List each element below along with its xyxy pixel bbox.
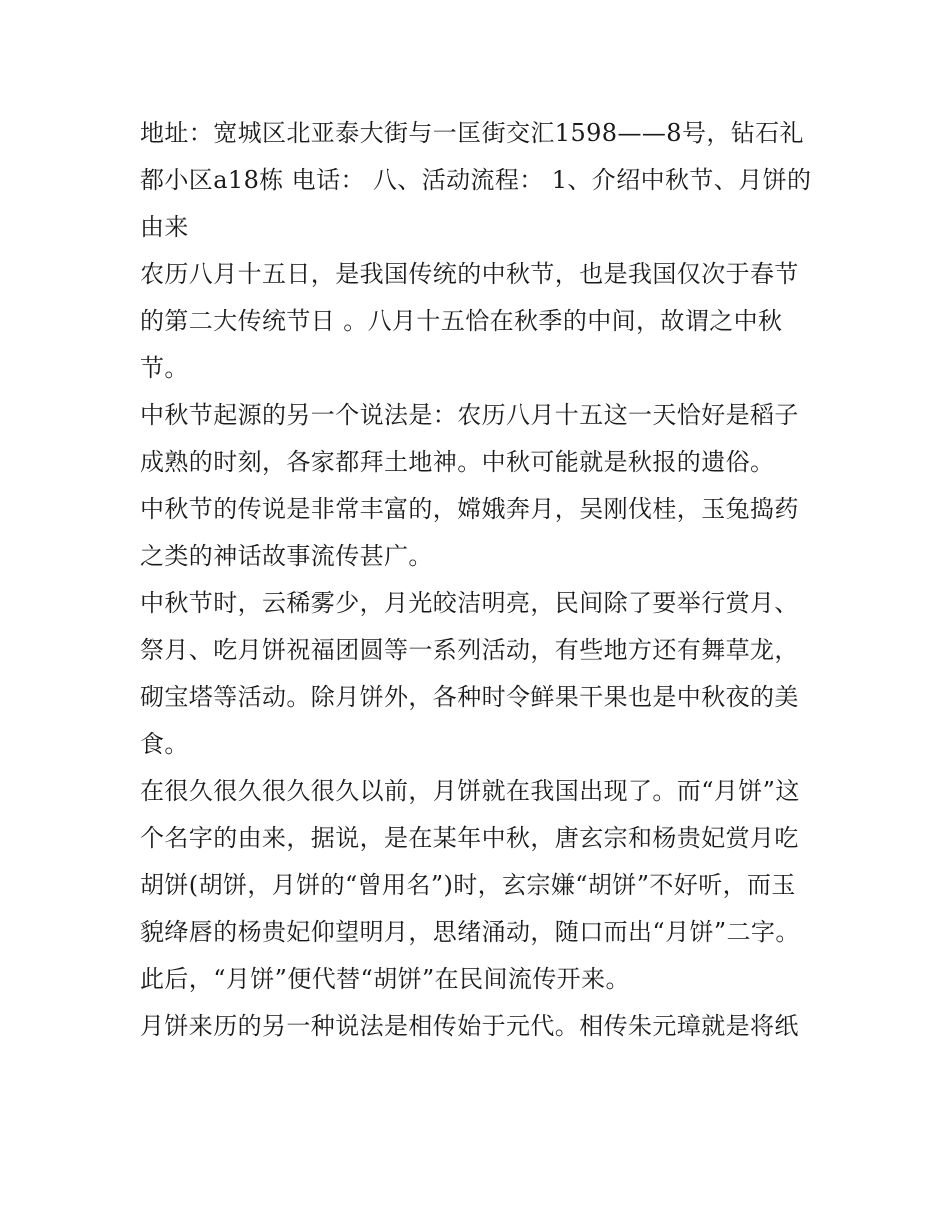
paragraph-origin: 中秋节起源的另一个说法是：农历八月十五这一天恰好是稻子成熟的时刻，各家都拜土地神。中秋可能就是秋报的遗俗。: [140, 401, 799, 476]
document-body: [140, 110, 820, 1050]
paragraph-mooncake-yuan: 月饼来历的另一种说法是相传始于元代。相传朱元璋就是将纸: [140, 1012, 799, 1040]
paragraph-customs: 中秋节时，云稀雾少，月光皎洁明亮，民间除了要举行赏月、祭月、吃月饼祝福团圆等一系列活动，有些地方还有舞草龙，砌宝塔等活动。除月饼外，各种时令鲜果干果也是中秋夜的美食。: [140, 589, 799, 758]
paragraph-legends: 中秋节的传说是非常丰富的，嫦娥奔月，吴刚伐桂，玉兔捣药之类的神话故事流传甚广。: [140, 495, 799, 570]
paragraph-address: 地址：宽城区北亚泰大街与一匡街交汇1598——8号，钻石礼都小区a18栋 电话： 八、活动流程： 1、介绍中秋节、月饼的由来: [140, 119, 812, 241]
paragraph-festival-intro: 农历八月十五日，是我国传统的中秋节，也是我国仅次于春节的第二大传统节日 。八月十五恰在秋季的中间，故谓之中秋节。: [140, 260, 799, 382]
paragraph-mooncake-name: 在很久很久很久很久以前，月饼就在我国出现了。而“月饼”这个名字的由来，据说，是在某年中秋，唐玄宗和杨贵妃赏月吃胡饼(胡饼，月饼的“曾用名”)时，玄宗嫌“胡饼”不好听，而玉貌绛唇的杨贵妃仰望明月，思绪涌动，随口而出“月饼”二字。此后，“月饼”便代替“胡饼”在民间流传开来。: [140, 777, 800, 993]
